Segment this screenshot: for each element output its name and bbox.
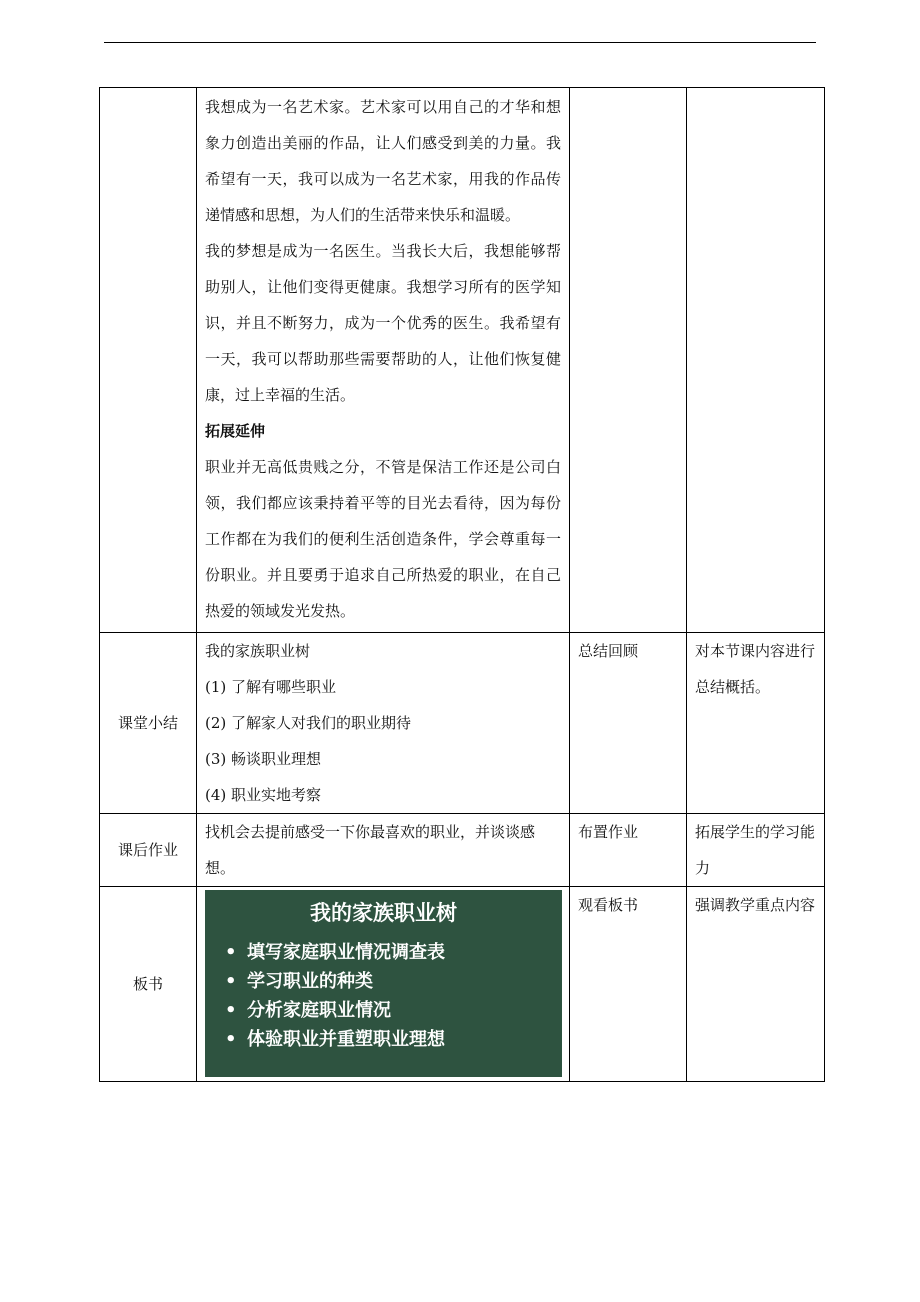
row-label-summary: 课堂小结 — [100, 633, 197, 814]
lesson-plan-table — [99, 87, 825, 1082]
summary-item: (1) 了解有哪些职业 — [205, 678, 337, 696]
bullet-text: 学习职业的种类 — [247, 971, 373, 992]
board-intent: 强调教学重点内容 — [687, 887, 825, 1082]
bullet-text: 分析家庭职业情况 — [247, 1000, 391, 1021]
intro-intent-cell — [687, 88, 825, 633]
extension-text: 职业并无高低贵贱之分，不管是保洁工作还是公司白领，我们都应该秉持着平等的目光去看待，因为每份工作都在为我们的便利生活创造条件，学会尊重每一份职业。并且要勇于追求自己所热爱的职业，在自己热爱的领域发光发热。 — [205, 458, 561, 620]
table-row-board — [100, 887, 825, 1082]
summary-item: (4) 职业实地考察 — [205, 786, 322, 804]
header-rule — [104, 42, 816, 43]
table-row-intro — [100, 88, 825, 633]
paragraph-artist: 我想成为一名艺术家。艺术家可以用自己的才华和想象力创造出美丽的作品，让人们感受到美的力量。我希望有一天，我可以成为一名艺术家，用我的作品传递情感和思想，为人们的生活带来快乐和温暖。 — [205, 98, 561, 224]
summary-title: 我的家族职业树 — [205, 642, 311, 660]
board-cell — [197, 887, 570, 1082]
summary-item: (3) 畅谈职业理想 — [205, 750, 322, 768]
blackboard-list — [205, 938, 562, 1054]
homework-activity: 布置作业 — [570, 814, 687, 887]
blackboard-bullet — [225, 938, 562, 967]
intro-content-cell — [197, 88, 570, 633]
blackboard-image — [205, 890, 562, 1077]
intro-activity-cell — [570, 88, 687, 633]
summary-activity: 总结回顾 — [570, 633, 687, 814]
table-row-summary — [100, 633, 825, 814]
row-label-empty — [100, 88, 197, 633]
table-row-homework — [100, 814, 825, 887]
blackboard-bullet — [225, 967, 562, 996]
homework-intent: 拓展学生的学习能力 — [687, 814, 825, 887]
bullet-dot-icon: • — [225, 1000, 237, 1021]
board-activity: 观看板书 — [570, 887, 687, 1082]
blackboard-bullet — [225, 996, 562, 1025]
blackboard-title: 我的家族职业树 — [310, 901, 457, 925]
bullet-text: 填写家庭职业情况调查表 — [247, 942, 445, 963]
bullet-dot-icon: • — [225, 942, 237, 963]
bullet-text: 体验职业并重塑职业理想 — [247, 1029, 445, 1050]
homework-content: 找机会去提前感受一下你最喜欢的职业，并谈谈感想。 — [197, 814, 570, 887]
row-label-homework: 课后作业 — [100, 814, 197, 887]
summary-content-cell — [197, 633, 570, 814]
summary-item: (2) 了解家人对我们的职业期待 — [205, 714, 412, 732]
bullet-dot-icon: • — [225, 1029, 237, 1050]
paragraph-doctor: 我的梦想是成为一名医生。当我长大后，我想能够帮助别人，让他们变得更健康。我想学习所有的医学知识，并且不断努力，成为一个优秀的医生。我希望有一天，我可以帮助那些需要帮助的人，让他们恢复健康，过上幸福的生活。 — [205, 242, 561, 404]
row-label-board: 板书 — [100, 887, 197, 1082]
summary-intent: 对本节课内容进行总结概括。 — [687, 633, 825, 814]
extension-heading: 拓展延伸 — [205, 422, 266, 440]
bullet-dot-icon: • — [225, 971, 237, 992]
blackboard-bullet — [225, 1025, 562, 1054]
